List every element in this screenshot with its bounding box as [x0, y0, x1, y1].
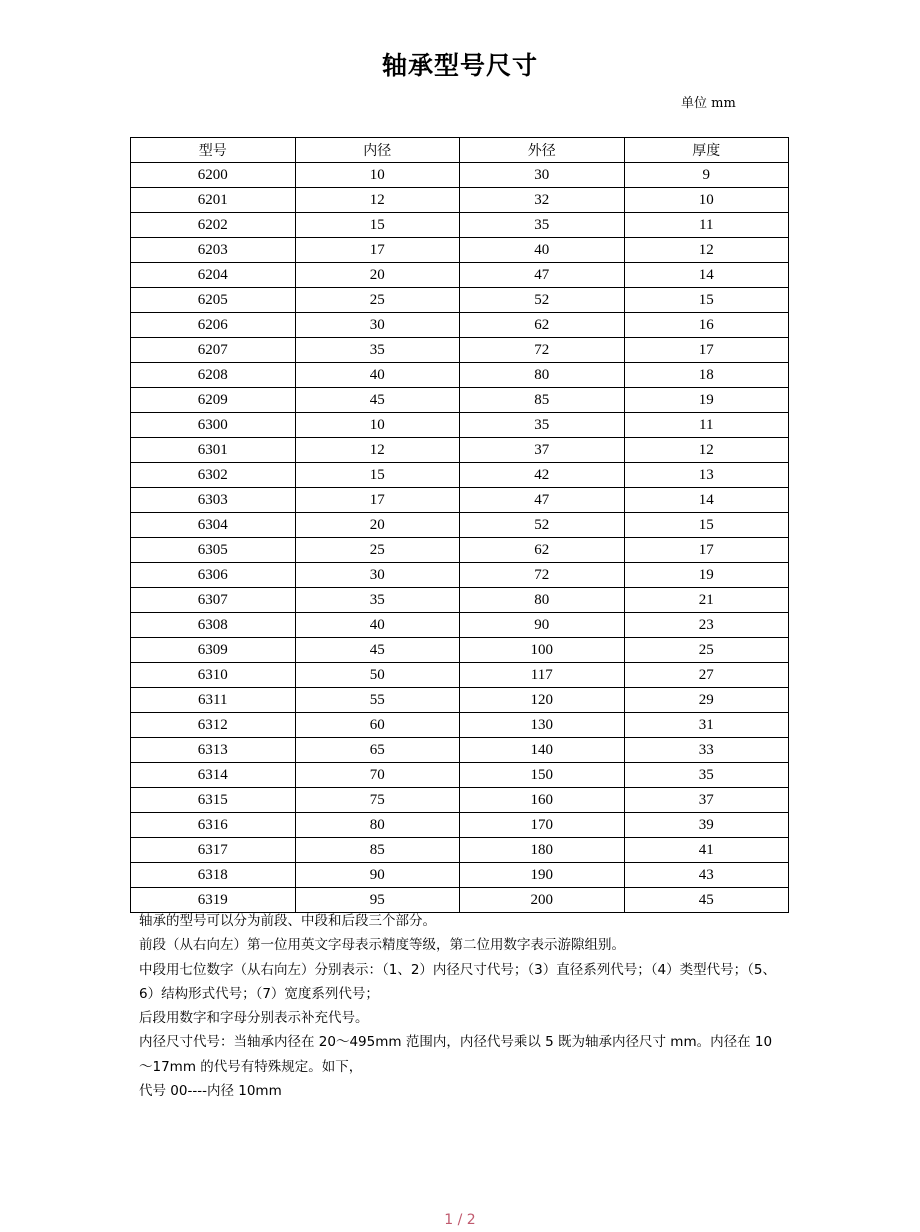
cell-model: 6300	[131, 413, 296, 438]
cell-model: 6205	[131, 288, 296, 313]
cell-model: 6311	[131, 688, 296, 713]
cell-thickness: 45	[624, 888, 789, 913]
cell-thickness: 33	[624, 738, 789, 763]
cell-thickness: 41	[624, 838, 789, 863]
cell-thickness: 14	[624, 263, 789, 288]
cell-outer-diameter: 30	[460, 163, 625, 188]
cell-thickness: 23	[624, 613, 789, 638]
header-outer-diameter: 外径	[460, 138, 625, 163]
cell-inner-diameter: 75	[295, 788, 460, 813]
cell-thickness: 12	[624, 438, 789, 463]
table-row	[131, 238, 789, 263]
cell-model: 6310	[131, 663, 296, 688]
cell-model: 6317	[131, 838, 296, 863]
cell-inner-diameter: 90	[295, 863, 460, 888]
cell-outer-diameter: 80	[460, 588, 625, 613]
cell-model: 6319	[131, 888, 296, 913]
cell-outer-diameter: 140	[460, 738, 625, 763]
table-row	[131, 388, 789, 413]
cell-model: 6307	[131, 588, 296, 613]
cell-thickness: 37	[624, 788, 789, 813]
cell-thickness: 13	[624, 463, 789, 488]
cell-outer-diameter: 150	[460, 763, 625, 788]
cell-model: 6316	[131, 813, 296, 838]
cell-model: 6206	[131, 313, 296, 338]
table-row	[131, 713, 789, 738]
cell-inner-diameter: 10	[295, 413, 460, 438]
cell-outer-diameter: 47	[460, 488, 625, 513]
cell-model: 6313	[131, 738, 296, 763]
table-row	[131, 288, 789, 313]
cell-outer-diameter: 90	[460, 613, 625, 638]
cell-model: 6209	[131, 388, 296, 413]
cell-thickness: 35	[624, 763, 789, 788]
page-number: 1 / 2	[444, 1212, 476, 1228]
cell-thickness: 11	[624, 213, 789, 238]
cell-thickness: 15	[624, 513, 789, 538]
table-row	[131, 463, 789, 488]
cell-outer-diameter: 37	[460, 438, 625, 463]
cell-model: 6318	[131, 863, 296, 888]
cell-inner-diameter: 17	[295, 238, 460, 263]
cell-outer-diameter: 85	[460, 388, 625, 413]
cell-thickness: 9	[624, 163, 789, 188]
cell-model: 6207	[131, 338, 296, 363]
cell-outer-diameter: 80	[460, 363, 625, 388]
cell-outer-diameter: 35	[460, 413, 625, 438]
cell-model: 6309	[131, 638, 296, 663]
cell-inner-diameter: 20	[295, 263, 460, 288]
cell-thickness: 31	[624, 713, 789, 738]
table-row	[131, 588, 789, 613]
note-paragraph: 中段用七位数字（从右向左）分别表示：（1、2）内径尺寸代号；（3）直径系列代号；（4）类型代号；（5、6）结构形式代号；（7）宽度系列代号；	[139, 961, 776, 1002]
table-row	[131, 788, 789, 813]
cell-outer-diameter: 62	[460, 538, 625, 563]
cell-inner-diameter: 15	[295, 463, 460, 488]
cell-model: 6314	[131, 763, 296, 788]
table-row	[131, 163, 789, 188]
cell-outer-diameter: 72	[460, 338, 625, 363]
cell-inner-diameter: 17	[295, 488, 460, 513]
cell-inner-diameter: 45	[295, 638, 460, 663]
table-row	[131, 338, 789, 363]
cell-model: 6312	[131, 713, 296, 738]
cell-model: 6304	[131, 513, 296, 538]
cell-inner-diameter: 25	[295, 538, 460, 563]
cell-thickness: 25	[624, 638, 789, 663]
cell-model: 6308	[131, 613, 296, 638]
document-title: 轴承型号尺寸	[381, 51, 538, 80]
cell-thickness: 14	[624, 488, 789, 513]
table-row	[131, 513, 789, 538]
cell-thickness: 43	[624, 863, 789, 888]
table-row	[131, 813, 789, 838]
cell-inner-diameter: 70	[295, 763, 460, 788]
cell-model: 6202	[131, 213, 296, 238]
cell-outer-diameter: 117	[460, 663, 625, 688]
note-paragraph: 内径尺寸代号：当轴承内径在 20～495mm 范围内，内径代号乘以 5 既为轴承内径尺寸 mm。内径在 10～17mm 的代号有特殊规定。如下，	[139, 1034, 773, 1075]
cell-thickness: 17	[624, 338, 789, 363]
cell-inner-diameter: 15	[295, 213, 460, 238]
table-row	[131, 263, 789, 288]
cell-inner-diameter: 65	[295, 738, 460, 763]
cell-inner-diameter: 12	[295, 188, 460, 213]
cell-outer-diameter: 52	[460, 288, 625, 313]
cell-model: 6302	[131, 463, 296, 488]
table-row	[131, 538, 789, 563]
cell-outer-diameter: 72	[460, 563, 625, 588]
cell-outer-diameter: 170	[460, 813, 625, 838]
cell-outer-diameter: 47	[460, 263, 625, 288]
cell-outer-diameter: 100	[460, 638, 625, 663]
cell-model: 6203	[131, 238, 296, 263]
cell-inner-diameter: 45	[295, 388, 460, 413]
table-row	[131, 613, 789, 638]
cell-outer-diameter: 200	[460, 888, 625, 913]
table-row	[131, 438, 789, 463]
table-row	[131, 663, 789, 688]
cell-inner-diameter: 35	[295, 338, 460, 363]
table-row	[131, 188, 789, 213]
header-model: 型号	[131, 138, 296, 163]
cell-inner-diameter: 25	[295, 288, 460, 313]
cell-thickness: 11	[624, 413, 789, 438]
bearing-spec-table	[130, 137, 789, 913]
cell-inner-diameter: 60	[295, 713, 460, 738]
cell-thickness: 29	[624, 688, 789, 713]
cell-inner-diameter: 40	[295, 613, 460, 638]
cell-model: 6305	[131, 538, 296, 563]
cell-outer-diameter: 62	[460, 313, 625, 338]
cell-thickness: 21	[624, 588, 789, 613]
cell-thickness: 15	[624, 288, 789, 313]
cell-thickness: 17	[624, 538, 789, 563]
cell-inner-diameter: 20	[295, 513, 460, 538]
cell-inner-diameter: 30	[295, 563, 460, 588]
cell-inner-diameter: 85	[295, 838, 460, 863]
cell-thickness: 12	[624, 238, 789, 263]
table-row	[131, 488, 789, 513]
cell-model: 6301	[131, 438, 296, 463]
cell-inner-diameter: 40	[295, 363, 460, 388]
cell-inner-diameter: 80	[295, 813, 460, 838]
cell-model: 6200	[131, 163, 296, 188]
cell-thickness: 10	[624, 188, 789, 213]
cell-model: 6208	[131, 363, 296, 388]
table-row	[131, 563, 789, 588]
table-row	[131, 638, 789, 663]
table-row	[131, 863, 789, 888]
cell-inner-diameter: 95	[295, 888, 460, 913]
header-thickness: 厚度	[624, 138, 789, 163]
cell-model: 6303	[131, 488, 296, 513]
table-row	[131, 363, 789, 388]
cell-inner-diameter: 50	[295, 663, 460, 688]
cell-outer-diameter: 160	[460, 788, 625, 813]
cell-outer-diameter: 130	[460, 713, 625, 738]
cell-outer-diameter: 190	[460, 863, 625, 888]
table-header-row	[131, 138, 789, 163]
cell-outer-diameter: 42	[460, 463, 625, 488]
cell-thickness: 27	[624, 663, 789, 688]
note-paragraph: 代号 00----内径 10mm	[139, 1083, 282, 1100]
table-row	[131, 313, 789, 338]
note-paragraph: 后段用数字和字母分别表示补充代号。	[139, 1010, 369, 1027]
table-row	[131, 213, 789, 238]
cell-outer-diameter: 120	[460, 688, 625, 713]
cell-outer-diameter: 32	[460, 188, 625, 213]
cell-inner-diameter: 12	[295, 438, 460, 463]
cell-outer-diameter: 35	[460, 213, 625, 238]
cell-model: 6315	[131, 788, 296, 813]
cell-model: 6204	[131, 263, 296, 288]
table-row	[131, 413, 789, 438]
cell-outer-diameter: 52	[460, 513, 625, 538]
cell-inner-diameter: 35	[295, 588, 460, 613]
table-row	[131, 838, 789, 863]
cell-thickness: 19	[624, 388, 789, 413]
table-row	[131, 738, 789, 763]
cell-model: 6306	[131, 563, 296, 588]
unit-label: 单位 mm	[681, 96, 736, 111]
header-inner-diameter: 内径	[295, 138, 460, 163]
cell-thickness: 16	[624, 313, 789, 338]
table-row	[131, 763, 789, 788]
cell-inner-diameter: 30	[295, 313, 460, 338]
cell-inner-diameter: 55	[295, 688, 460, 713]
notes-section	[139, 909, 779, 1103]
cell-thickness: 19	[624, 563, 789, 588]
note-paragraph: 前段（从右向左）第一位用英文字母表示精度等级，第二位用数字表示游隙组别。	[139, 937, 625, 954]
cell-model: 6201	[131, 188, 296, 213]
cell-thickness: 18	[624, 363, 789, 388]
table-body	[131, 163, 789, 913]
cell-inner-diameter: 10	[295, 163, 460, 188]
cell-outer-diameter: 40	[460, 238, 625, 263]
cell-outer-diameter: 180	[460, 838, 625, 863]
cell-thickness: 39	[624, 813, 789, 838]
table-row	[131, 688, 789, 713]
note-paragraph: 轴承的型号可以分为前段、中段和后段三个部分。	[139, 913, 436, 929]
